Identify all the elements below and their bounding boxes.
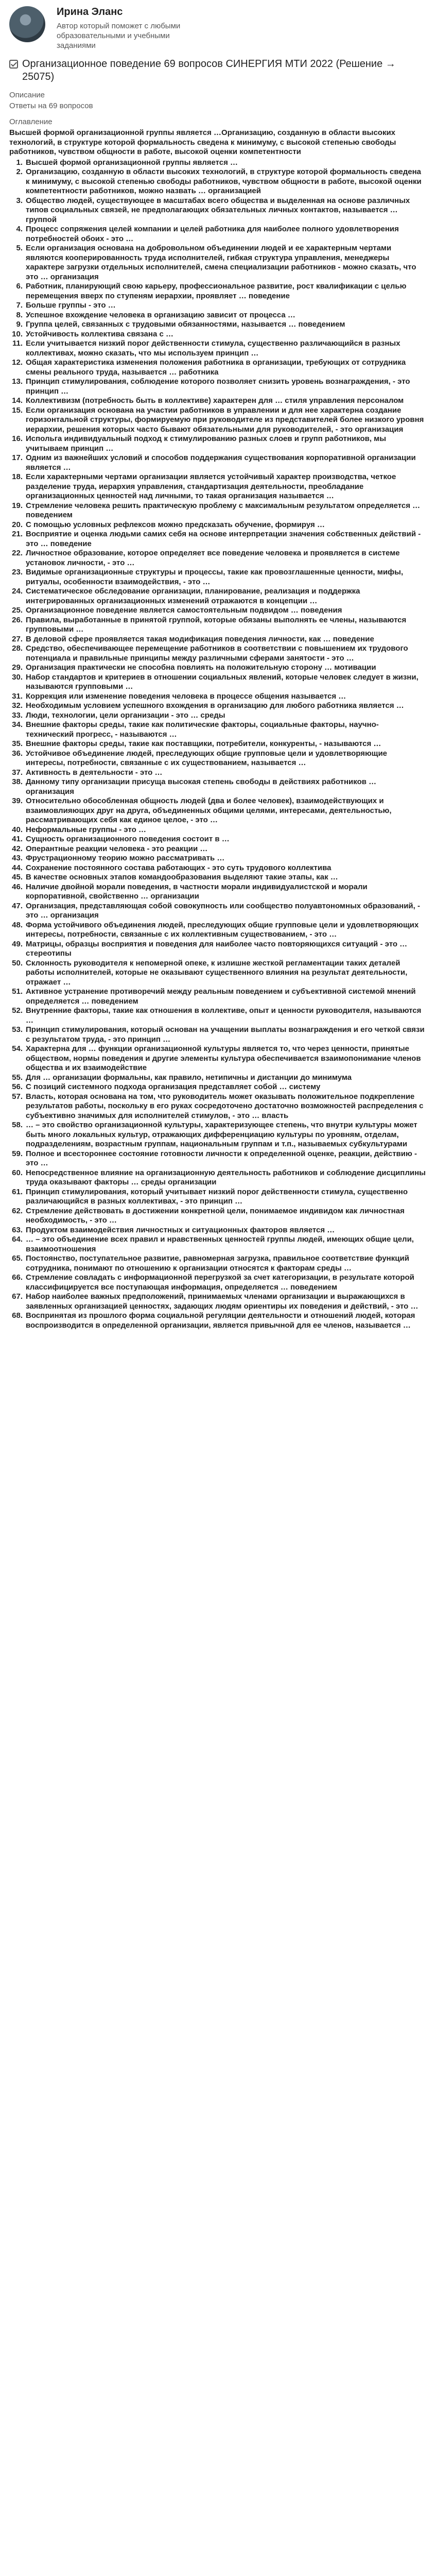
list-item: [9, 883, 427, 902]
list-item: [9, 959, 427, 988]
question-text: Сущность организационного поведения состоит в …: [26, 835, 230, 843]
question-text: Форма устойчивого объединения людей, преследующих общие групповые цели и удовлетворяющих интересы, потребности, связанные с их коллективным существованием, - это …: [26, 920, 419, 939]
list-item: [9, 663, 427, 673]
list-item: [9, 1188, 427, 1207]
list-item: [9, 406, 427, 435]
question-text: Постоянство, поступательное развитие, равномерная загрузка, правильное соответствие функций сотрудника, понимают по отношению к организации относятся к факторам среды …: [26, 1254, 409, 1273]
question-text: Воспринятая из прошлого форма социальной регуляции деятельности и отношений людей, которая воспроизводится в определенной организации, является привычной для ее членов, называется …: [26, 1311, 415, 1330]
question-text: Если учитывается низкий порог действенности стимула, существенно различающийся в разных коллективах, можно сказать, что мы используем принцип …: [26, 339, 400, 358]
question-number: 14.: [12, 396, 23, 405]
list-item: [9, 196, 427, 225]
question-number: 31.: [12, 691, 23, 701]
list-item: [9, 873, 427, 883]
list-item: [9, 1254, 427, 1273]
question-text: В качестве основных этапов командообразования выделяют такие этапы, как …: [26, 873, 338, 882]
list-item: [9, 568, 427, 587]
question-text: Стремление человека решить практическую проблему с максимальным результатом определяется … поведением: [26, 501, 421, 519]
list-item: [9, 835, 427, 844]
question-text: Внешние факторы среды, такие как поставщики, потребители, конкуренты, - называются …: [26, 739, 381, 748]
list-item: [9, 330, 427, 340]
question-text: Систематическое обследование организации, планирование, реализация и поддержка интегрированных организационных изменений отражаются в концепции …: [26, 587, 360, 605]
question-text: Средство, обеспечивающее перемещение работников в соответствии с повышением их трудового потенциала и правильные принципы между различными сферами занятости - это …: [26, 644, 408, 663]
list-item: [9, 358, 427, 377]
question-text: Неформальные группы - это …: [26, 825, 146, 834]
list-item: [9, 863, 427, 873]
list-item: [9, 1092, 427, 1121]
question-text: Высшей формой организационной группы является …: [26, 158, 238, 167]
question-number: 24.: [12, 587, 23, 596]
list-item: [9, 453, 427, 472]
question-number: 47.: [12, 901, 23, 910]
question-text: Фрустрационному теорию можно рассматривать …: [26, 854, 225, 862]
question-text: … – это объединение всех правил и нравственных ценностей группы людей, имеющих общие цели, взаимоотношения: [26, 1235, 414, 1253]
question-number: 55.: [12, 1073, 23, 1082]
question-number: 57.: [12, 1092, 23, 1101]
list-item: [9, 616, 427, 635]
question-text: Личностное образование, которое определяет все поведение человека и проявляется в системе установок личности, - это …: [26, 549, 400, 567]
question-number: 18.: [12, 472, 23, 481]
question-text: Внешние факторы среды, такие как политические факторы, социальные факторы, научно-технический прогресс, - называются …: [26, 720, 379, 739]
question-text: Общество людей, существующее в масштабах всего общества и выделенная на основе различных типов социальных связей, не предполагающих обязательных личных контактов, называется … группой: [26, 196, 410, 224]
question-number: 52.: [12, 1006, 23, 1015]
question-number: 6.: [16, 282, 23, 291]
question-number: 53.: [12, 1025, 23, 1034]
list-item: [9, 749, 427, 768]
question-number: 56.: [12, 1082, 23, 1091]
list-item: [9, 1006, 427, 1025]
question-text: Успешное вхождение человека в организацию зависит от процесса …: [26, 310, 295, 319]
question-number: 7.: [16, 301, 23, 310]
question-text: Власть, которая основана на том, что руководитель может оказывать положительное подкрепление результатов работы, поскольку в его руках сосредоточено достаточно возможностей распределения с субъективно значимых для исполнителей стимулов, - это … власть: [26, 1092, 424, 1120]
question-text: Больше группы - это …: [26, 301, 116, 310]
question-text: Стремление действовать в достижении конкретной цели, понимаемое индивидом как личностная необходимость, - это …: [26, 1206, 405, 1225]
question-text: С позиций системного подхода организация представляет собой … систему: [26, 1082, 321, 1091]
question-number: 3.: [16, 196, 23, 205]
list-item: [9, 1226, 427, 1235]
question-text: Видимые организационные структуры и процессы, такие как провозглашенные ценности, мифы, ритуалы, особенности взаимодействия, - это …: [26, 568, 404, 586]
list-item: [9, 777, 427, 796]
question-text: Организацию, созданную в области высоких технологий, в структуре которой формальность сведена к минимуму, с высокой степенью свободы работников, чувством общности в работе, высокой оценки компетентности работников, можно назвать … организацией: [26, 167, 422, 195]
question-text: Если организация основана на добровольном объединении людей и ее характерным чертами являются кооперированность труда исполнителей, гибкая структура управления, менеджеры характере загрузки отдельных исполнителей, смена специализации работников - можно сказать, что это … организация: [26, 244, 416, 281]
question-number: 20.: [12, 520, 23, 529]
question-number: 34.: [12, 720, 23, 729]
question-text: С помощью условных рефлексов можно предсказать обучение, формируя …: [26, 520, 325, 529]
question-text: Организация, представляющая собой совокупность или сообщество полуавтономных образований, - это … организация: [26, 901, 420, 920]
question-number: 49.: [12, 939, 23, 948]
question-number: 21.: [12, 530, 23, 538]
author-description: Автор который поможет с любыми образовательными и учебными заданиями: [57, 22, 181, 50]
question-number: 67.: [12, 1292, 23, 1301]
question-number: 37.: [12, 768, 23, 777]
question-text: Люди, технологии, цели организации - это … среды: [26, 710, 225, 720]
list-item: [9, 167, 427, 196]
question-number: 28.: [12, 644, 23, 653]
list-item: [9, 902, 427, 921]
list-item: [9, 739, 427, 749]
question-number: 23.: [12, 568, 23, 577]
question-number: 17.: [12, 453, 23, 462]
question-number: 44.: [12, 863, 23, 872]
question-number: 51.: [12, 987, 23, 996]
list-item: [9, 301, 427, 311]
question-text: Процесс сопряжения целей компании и целей работника для наиболее полного удовлетворения потребностей обоих - это …: [26, 225, 399, 243]
question-number: 10.: [12, 329, 23, 338]
list-item: [9, 1235, 427, 1254]
list-item: [9, 1025, 427, 1044]
list-item: [9, 1292, 427, 1311]
outline-label: Оглавление: [9, 117, 53, 126]
question-number: 26.: [12, 615, 23, 624]
list-item: [9, 606, 427, 616]
list-item: [9, 311, 427, 320]
question-number: 58.: [12, 1121, 23, 1129]
question-text: … – это свойство организационной культуры, характеризующее степень, что внутри культуры может быть много локальных культур, отражающих дифференциацию культуры по уровням, отделам, подразделениям, возрастным группам, национальным группам и т.п., называемых субкультурами: [26, 1121, 417, 1148]
question-number: 66.: [12, 1273, 23, 1282]
question-number: 36.: [12, 749, 23, 758]
question-text: Необходимым условием успешного вхождения в организацию для любого работника является …: [26, 701, 404, 710]
question-number: 65.: [12, 1254, 23, 1263]
question-number: 59.: [12, 1149, 23, 1158]
question-text: Стремление совладать с информационной перегрузкой за счет категоризации, в результате которой классифицируется все поступающая информация, определяется … поведением: [26, 1273, 414, 1292]
question-number: 38.: [12, 777, 23, 786]
question-list: [9, 158, 427, 1331]
question-text: Продуктом взаимодействия личностных и ситуационных факторов является …: [26, 1225, 335, 1234]
question-text: Организация практически не способна повлиять на положительную сторону … мотивации: [26, 663, 376, 672]
question-text: В деловой сфере проявляется такая модификация поведения личности, как … поведение: [26, 634, 374, 643]
question-number: 63.: [12, 1225, 23, 1234]
list-item: [9, 720, 427, 739]
question-text: Для … организации формальны, как правило, нетипичны и дистанции до минимума: [26, 1073, 352, 1082]
question-text: Устойчивое объединение людей, преследующих общие групповые цели и удовлетворяющие интересы, потребности, связанные с их существованием, называется …: [26, 749, 388, 767]
question-text: Испольга индивидуальный подход к стимулированию разных слоев и групп работников, мы учитываем принцип …: [26, 434, 387, 453]
question-text: Устойчивость коллектива связана с …: [26, 329, 173, 338]
author-name[interactable]: Ирина Эланс: [57, 6, 123, 18]
description-label: Описание: [9, 91, 45, 99]
question-number: 39.: [12, 796, 23, 805]
description-value: Ответы на 69 вопросов: [9, 101, 93, 110]
question-number: 11.: [12, 339, 23, 348]
question-text: Активное устранение противоречий между реальным поведением и субъективной системой мнений определяется … поведением: [26, 987, 416, 1006]
list-item: [9, 1149, 427, 1168]
list-item: [9, 587, 427, 606]
question-text: Общая характеристика изменения положения работника в организации, требующих от сотрудника смены реального труда, называется … работника: [26, 358, 406, 377]
question-text: Работник, планирующий свою карьеру, профессиональное развитие, рост квалификации с целью перемещения вверх по ступеням иерархии, проявляет … поведение: [26, 282, 407, 300]
question-number: 1.: [16, 158, 23, 167]
question-number: 30.: [12, 672, 23, 682]
list-item: [9, 768, 427, 778]
page-title-row: [9, 58, 427, 83]
list-item: [9, 844, 427, 854]
question-number: 33.: [12, 710, 23, 720]
question-number: 27.: [12, 634, 23, 643]
list-item: [9, 1273, 427, 1292]
question-number: 48.: [12, 920, 23, 929]
list-item: [9, 673, 427, 692]
list-item: [9, 1044, 427, 1073]
question-number: 46.: [12, 882, 23, 891]
list-item: [9, 320, 427, 330]
list-item: [9, 1121, 427, 1149]
question-text: Матрицы, образцы восприятия и поведения для наиболее часто повторяющихся ситуаций - это … стереотипы: [26, 939, 408, 958]
question-number: 5.: [16, 244, 23, 252]
question-number: 64.: [12, 1235, 23, 1244]
question-number: 19.: [12, 501, 23, 510]
question-number: 35.: [12, 739, 23, 748]
question-text: Относительно обособленная общность людей (два и более человек), взаимодействующих и взаимовлияющих друг на друга, объединенных общими целями, интересами, деятельностью, рассматривающих себя как единое целое, - это …: [26, 796, 392, 824]
list-item: [9, 921, 427, 940]
question-number: 41.: [12, 835, 23, 843]
question-text: Активность в деятельности - это …: [26, 768, 163, 777]
question-text: Набор стандартов и критериев в отношении социальных явлений, которые человек следует в жизни, называются групповыми …: [26, 672, 418, 691]
list-item: [9, 501, 427, 520]
question-number: 29.: [12, 663, 23, 672]
list-item: [9, 434, 427, 453]
question-number: 25.: [12, 606, 23, 615]
list-item: [9, 635, 427, 645]
question-number: 45.: [12, 873, 23, 882]
list-item: [9, 644, 427, 663]
list-item: [9, 711, 427, 721]
list-item: [9, 396, 427, 406]
list-item: [9, 1311, 427, 1330]
question-text: Правила, выработанные в принятой группой, которые обязаны выполнять ее члены, называются групповыми …: [26, 615, 407, 634]
list-item: [9, 854, 427, 863]
outline-intro: Высшей формой организационной группы является …Организацию, созданную в области высоких технологий, в структуре которой формальность сведена к минимуму, с высокой степенью свободы работников, чувством общности в работе, высокой оценки компетентности: [9, 128, 396, 156]
question-number: 32.: [12, 701, 23, 710]
question-number: 50.: [12, 958, 23, 968]
question-number: 42.: [12, 844, 23, 853]
question-text: Коллективизм (потребность быть в коллективе) характерен для … стиля управления персоналом: [26, 396, 404, 405]
list-item: [9, 1073, 427, 1083]
question-text: Данному типу организации присуща высокая степень свободы в действиях работников … организация: [26, 777, 377, 796]
list-item: [9, 692, 427, 702]
list-item: [9, 1207, 427, 1226]
question-text: Полное и всестороннее состояние готовности личности к определенной оценке, реакции, действию - это …: [26, 1149, 417, 1167]
question-text: Восприятие и оценка людьми самих себя на основе интерпретации значения собственных действий - это … поведение: [26, 530, 421, 548]
question-number: 43.: [12, 854, 23, 862]
list-item: [9, 282, 427, 301]
list-item: [9, 796, 427, 825]
question-text: Наличие двойной морали поведения, в частности морали индивидуалистской и морали корпоративной, свойственно … организации: [26, 882, 368, 901]
question-text: Склонность руководителя к непомерной опеке, к излишне жесткой регламентации таких деталей работы исполнителей, которые не оказывают существенного влияния на результат деятельности, отражает …: [26, 958, 408, 987]
question-text: Принцип стимулирования, который учитывает низкий порог действенности стимула, существенно различающийся в разных коллективах, - это принцип …: [26, 1187, 408, 1206]
question-number: 4.: [16, 225, 23, 233]
question-number: 9.: [16, 320, 23, 329]
list-item: [9, 520, 427, 530]
question-number: 62.: [12, 1206, 23, 1215]
list-item: [9, 825, 427, 835]
author-info: [57, 4, 185, 50]
question-text: Сохранение постоянного состава работающих - это суть трудового коллектива: [26, 863, 332, 872]
question-text: Внутренние факторы, такие как отношения в коллективе, опыт и ценности руководителя, называются …: [26, 1006, 422, 1025]
list-item: [9, 701, 427, 711]
question-number: 40.: [12, 825, 23, 834]
author-card[interactable]: [9, 3, 427, 54]
question-text: Коррекция или изменение поведения человека в процессе общения называется …: [26, 691, 346, 701]
question-text: Непосредственное влияние на организационную деятельность работников и соблюдение дисциплины труда оказывают факторы … среды организации: [26, 1168, 426, 1187]
question-text: Оперантные реакции человека - это реакции …: [26, 844, 208, 853]
question-number: 2.: [16, 167, 23, 176]
question-text: Принцип стимулирования, который основан на учащении выплаты вознаграждения и его четкой связи с результатом труда, - это принцип …: [26, 1025, 425, 1044]
question-number: 22.: [12, 549, 23, 557]
question-number: 60.: [12, 1168, 23, 1177]
question-text: Набор наиболее важных предположений, принимаемых членами организации и выражающихся в заявленных организацией ценностях, задающих людям ориентиры их поведения и действий, - это …: [26, 1292, 418, 1311]
checkbox-icon: [9, 60, 18, 69]
list-item: [9, 339, 427, 358]
question-text: Принцип стимулирования, соблюдение которого позволяет снизить уровень вознаграждения, - это принцип …: [26, 377, 410, 396]
list-item: [9, 987, 427, 1006]
avatar[interactable]: [9, 6, 45, 42]
question-number: 68.: [12, 1311, 23, 1320]
list-item: [9, 158, 427, 168]
question-text: Если организация основана на участии работников в управлении и для нее характерна создание горизонтальной структуры, формируемую при руководителе из представителей более низкого уровня иерархии, решения которых часто бывают обязательными для руководителей, - это организация: [26, 405, 424, 434]
list-item: [9, 377, 427, 396]
question-number: 15.: [12, 405, 23, 415]
list-item: [9, 940, 427, 959]
question-number: 16.: [12, 434, 23, 443]
question-text: Одним из важнейших условий и способов поддержания существования корпоративной организации является …: [26, 453, 416, 472]
list-item: [9, 244, 427, 282]
question-number: 54.: [12, 1044, 23, 1053]
question-text: Организационное поведение является самостоятельным подвидом … поведения: [26, 606, 342, 615]
list-item: [9, 530, 427, 549]
question-text: Характерна для … функции организационной культуры является то, что через ценности, принятые обществом, нормы поведения и другие элементы культура обеспечивается взаимопонимание членов общества и их взаимодействие: [26, 1044, 421, 1072]
page-title: Организационное поведение 69 вопросов СИНЕРГИЯ МТИ 2022 (Решение → 25075): [22, 58, 396, 82]
list-item: [9, 225, 427, 244]
list-item: [9, 472, 427, 501]
question-number: 13.: [12, 377, 23, 386]
question-number: 61.: [12, 1187, 23, 1196]
question-text: Если характерными чертами организации является устойчивый характер производства, четкое разделение труда, иерархия управления, стандартизация деятельности, преобладание организационных ценностей над личными, то такая организация называется …: [26, 472, 396, 500]
question-number: 12.: [12, 358, 23, 367]
question-number: 8.: [16, 310, 23, 319]
list-item: [9, 1082, 427, 1092]
list-item: [9, 549, 427, 568]
list-item: [9, 1168, 427, 1188]
question-text: Группа целей, связанных с трудовыми обязанностями, называется … поведением: [26, 320, 345, 329]
